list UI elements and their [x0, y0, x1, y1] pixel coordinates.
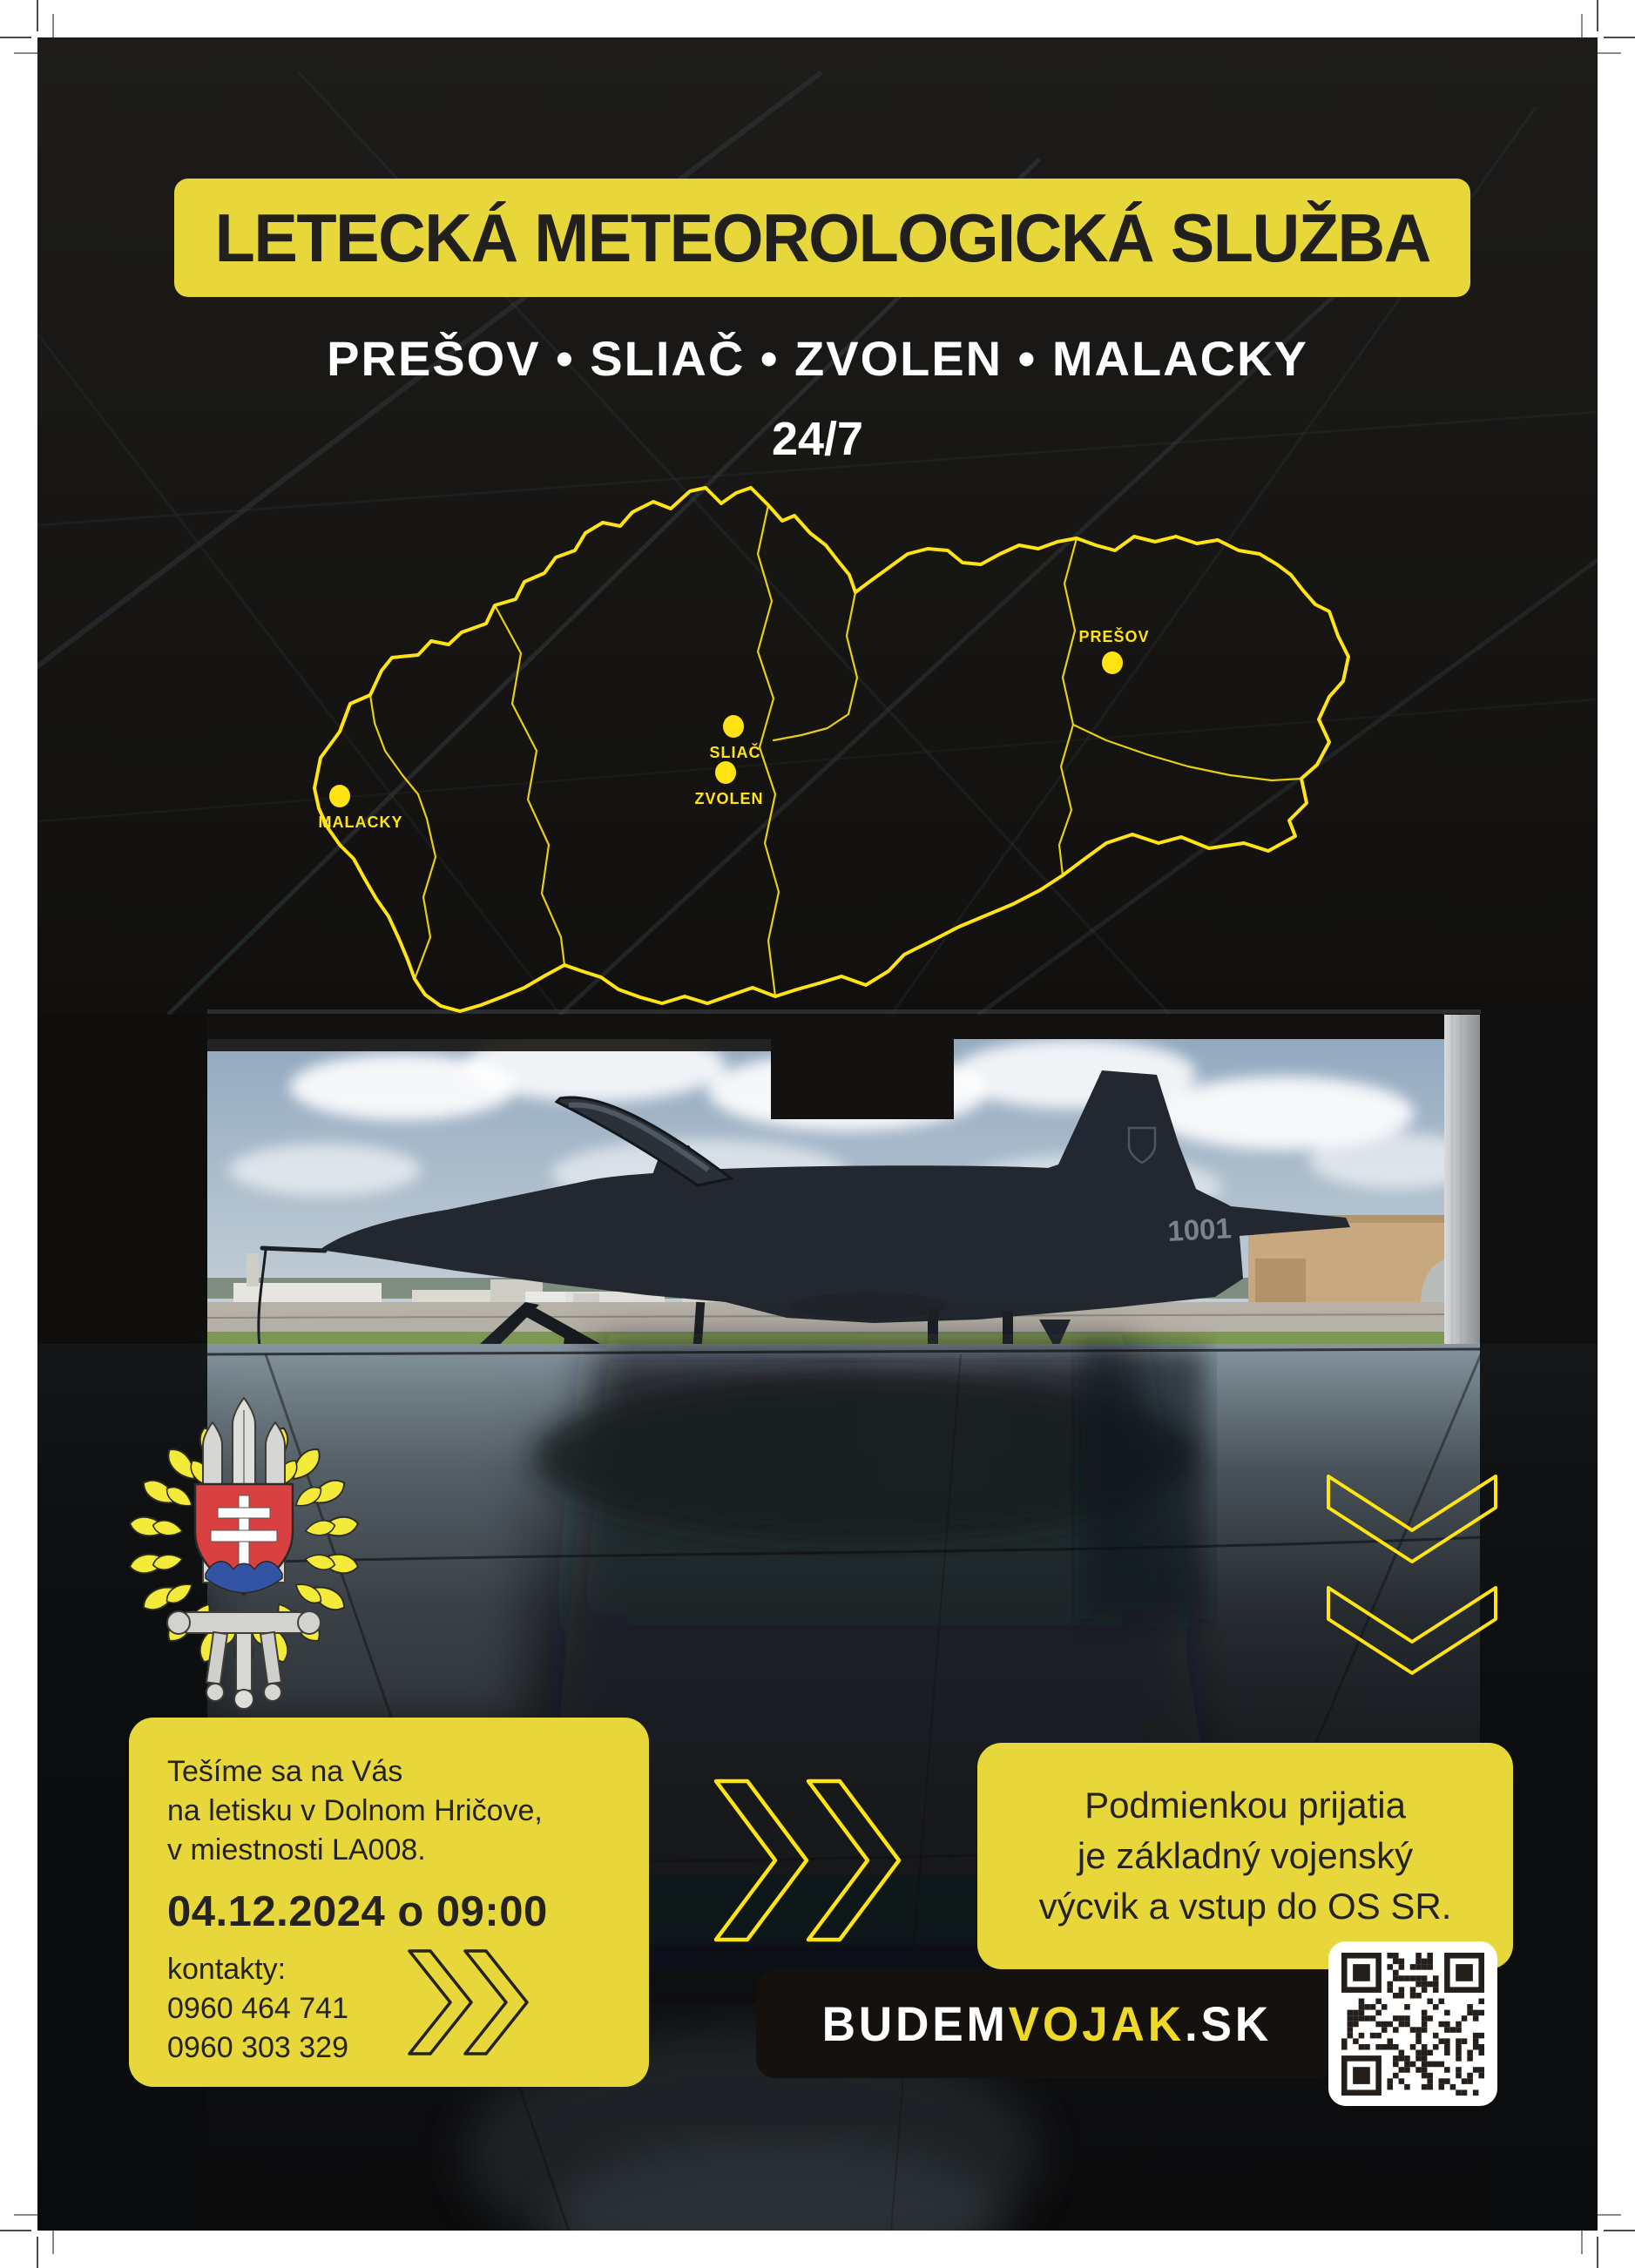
sword-hilt: [167, 1611, 321, 1709]
title-banner: [174, 179, 1470, 297]
crop-mark: [1604, 2230, 1635, 2231]
condition-line: je základný vojenský: [1077, 1835, 1414, 1876]
slovak-coat-of-arms: [195, 1484, 293, 1595]
chevron-right-icon: [409, 1951, 471, 2054]
marker-dot-malacky: [329, 785, 350, 807]
marker-dot-zvolen: [715, 761, 736, 784]
phone-number: 0960 303 329: [167, 2031, 348, 2064]
slovakia-map: [287, 470, 1376, 1028]
pitot-probe: [262, 1248, 325, 1251]
left-wall: [37, 1015, 207, 1356]
crop-mark: [37, 0, 38, 31]
locations-line: PREŠOV • SLIAČ • ZVOLEN • MALACKY: [327, 331, 1308, 386]
condition-line: výcvik a vstup do OS SR.: [1038, 1886, 1452, 1927]
marker-dot-presov: [1102, 651, 1123, 674]
crop-mark: [37, 2237, 38, 2268]
crop-mark: [1597, 2237, 1598, 2268]
contacts-label: kontakty:: [167, 1953, 287, 1986]
qr-code: [1328, 1941, 1497, 2106]
map-outline: [314, 488, 1348, 1011]
right-wall: [1480, 1015, 1598, 1356]
info-line: Tešíme sa na Vás: [167, 1755, 403, 1788]
website-prefix: BUDEM: [821, 1996, 1009, 2051]
condition-line: Podmienkou prijatia: [1084, 1785, 1406, 1826]
info-box: [129, 1718, 649, 2087]
crop-mark: [0, 2230, 31, 2231]
tail-number: 1001: [1166, 1212, 1233, 1247]
condition-box: [977, 1743, 1513, 1969]
qr-code-pattern: [1341, 1953, 1484, 2096]
chevron-right-icon: [465, 1951, 527, 2054]
chevron-right-icon: [808, 1781, 899, 1940]
marker-label-presov: PREŠOV: [1078, 628, 1150, 645]
info-line: v miestnosti LA008.: [167, 1833, 426, 1866]
website-suffix: .SK: [1184, 1996, 1272, 2051]
chevron-down-icon: [1328, 1588, 1496, 1673]
door-column: [1444, 1015, 1483, 1356]
phone-number: 0960 464 741: [167, 1992, 348, 2025]
website-highlight: VOJAK: [1008, 1996, 1185, 2051]
info-box-chevrons: [407, 1948, 530, 2056]
map-markers: [319, 627, 1150, 831]
armed-forces-emblem: [123, 1393, 365, 1717]
info-line: na letisku v Dolnom Hričove,: [167, 1794, 543, 1827]
marker-label-zvolen: ZVOLEN: [694, 790, 764, 807]
website-bar: [756, 1969, 1337, 2078]
tail-reflection: [1083, 1348, 1205, 1618]
middle-chevrons: [713, 1778, 906, 1943]
marker-dot-sliac: [723, 715, 744, 738]
door-header-beam: [207, 1037, 784, 1051]
availability-line: 24/7: [771, 413, 864, 465]
poster: [37, 37, 1598, 2231]
crop-mark: [0, 37, 31, 38]
event-datetime: 04.12.2024 o 09:00: [167, 1888, 548, 1935]
crop-mark: [1597, 0, 1598, 31]
drop-tank: [791, 1293, 948, 1319]
map-region-borders: [370, 505, 1301, 996]
door-center-notch: [771, 1015, 954, 1119]
down-chevrons: [1325, 1473, 1499, 1687]
poster-title: LETECKÁ METEOROLOGICKÁ SLUŽBA: [214, 199, 1430, 276]
marker-label-malacky: MALACKY: [318, 813, 403, 831]
three-hills: [206, 1562, 282, 1593]
marker-label-sliac: SLIAČ: [709, 744, 761, 761]
chevron-down-icon: [1328, 1476, 1496, 1562]
chevron-right-icon: [716, 1781, 807, 1940]
crop-mark: [1604, 37, 1635, 38]
